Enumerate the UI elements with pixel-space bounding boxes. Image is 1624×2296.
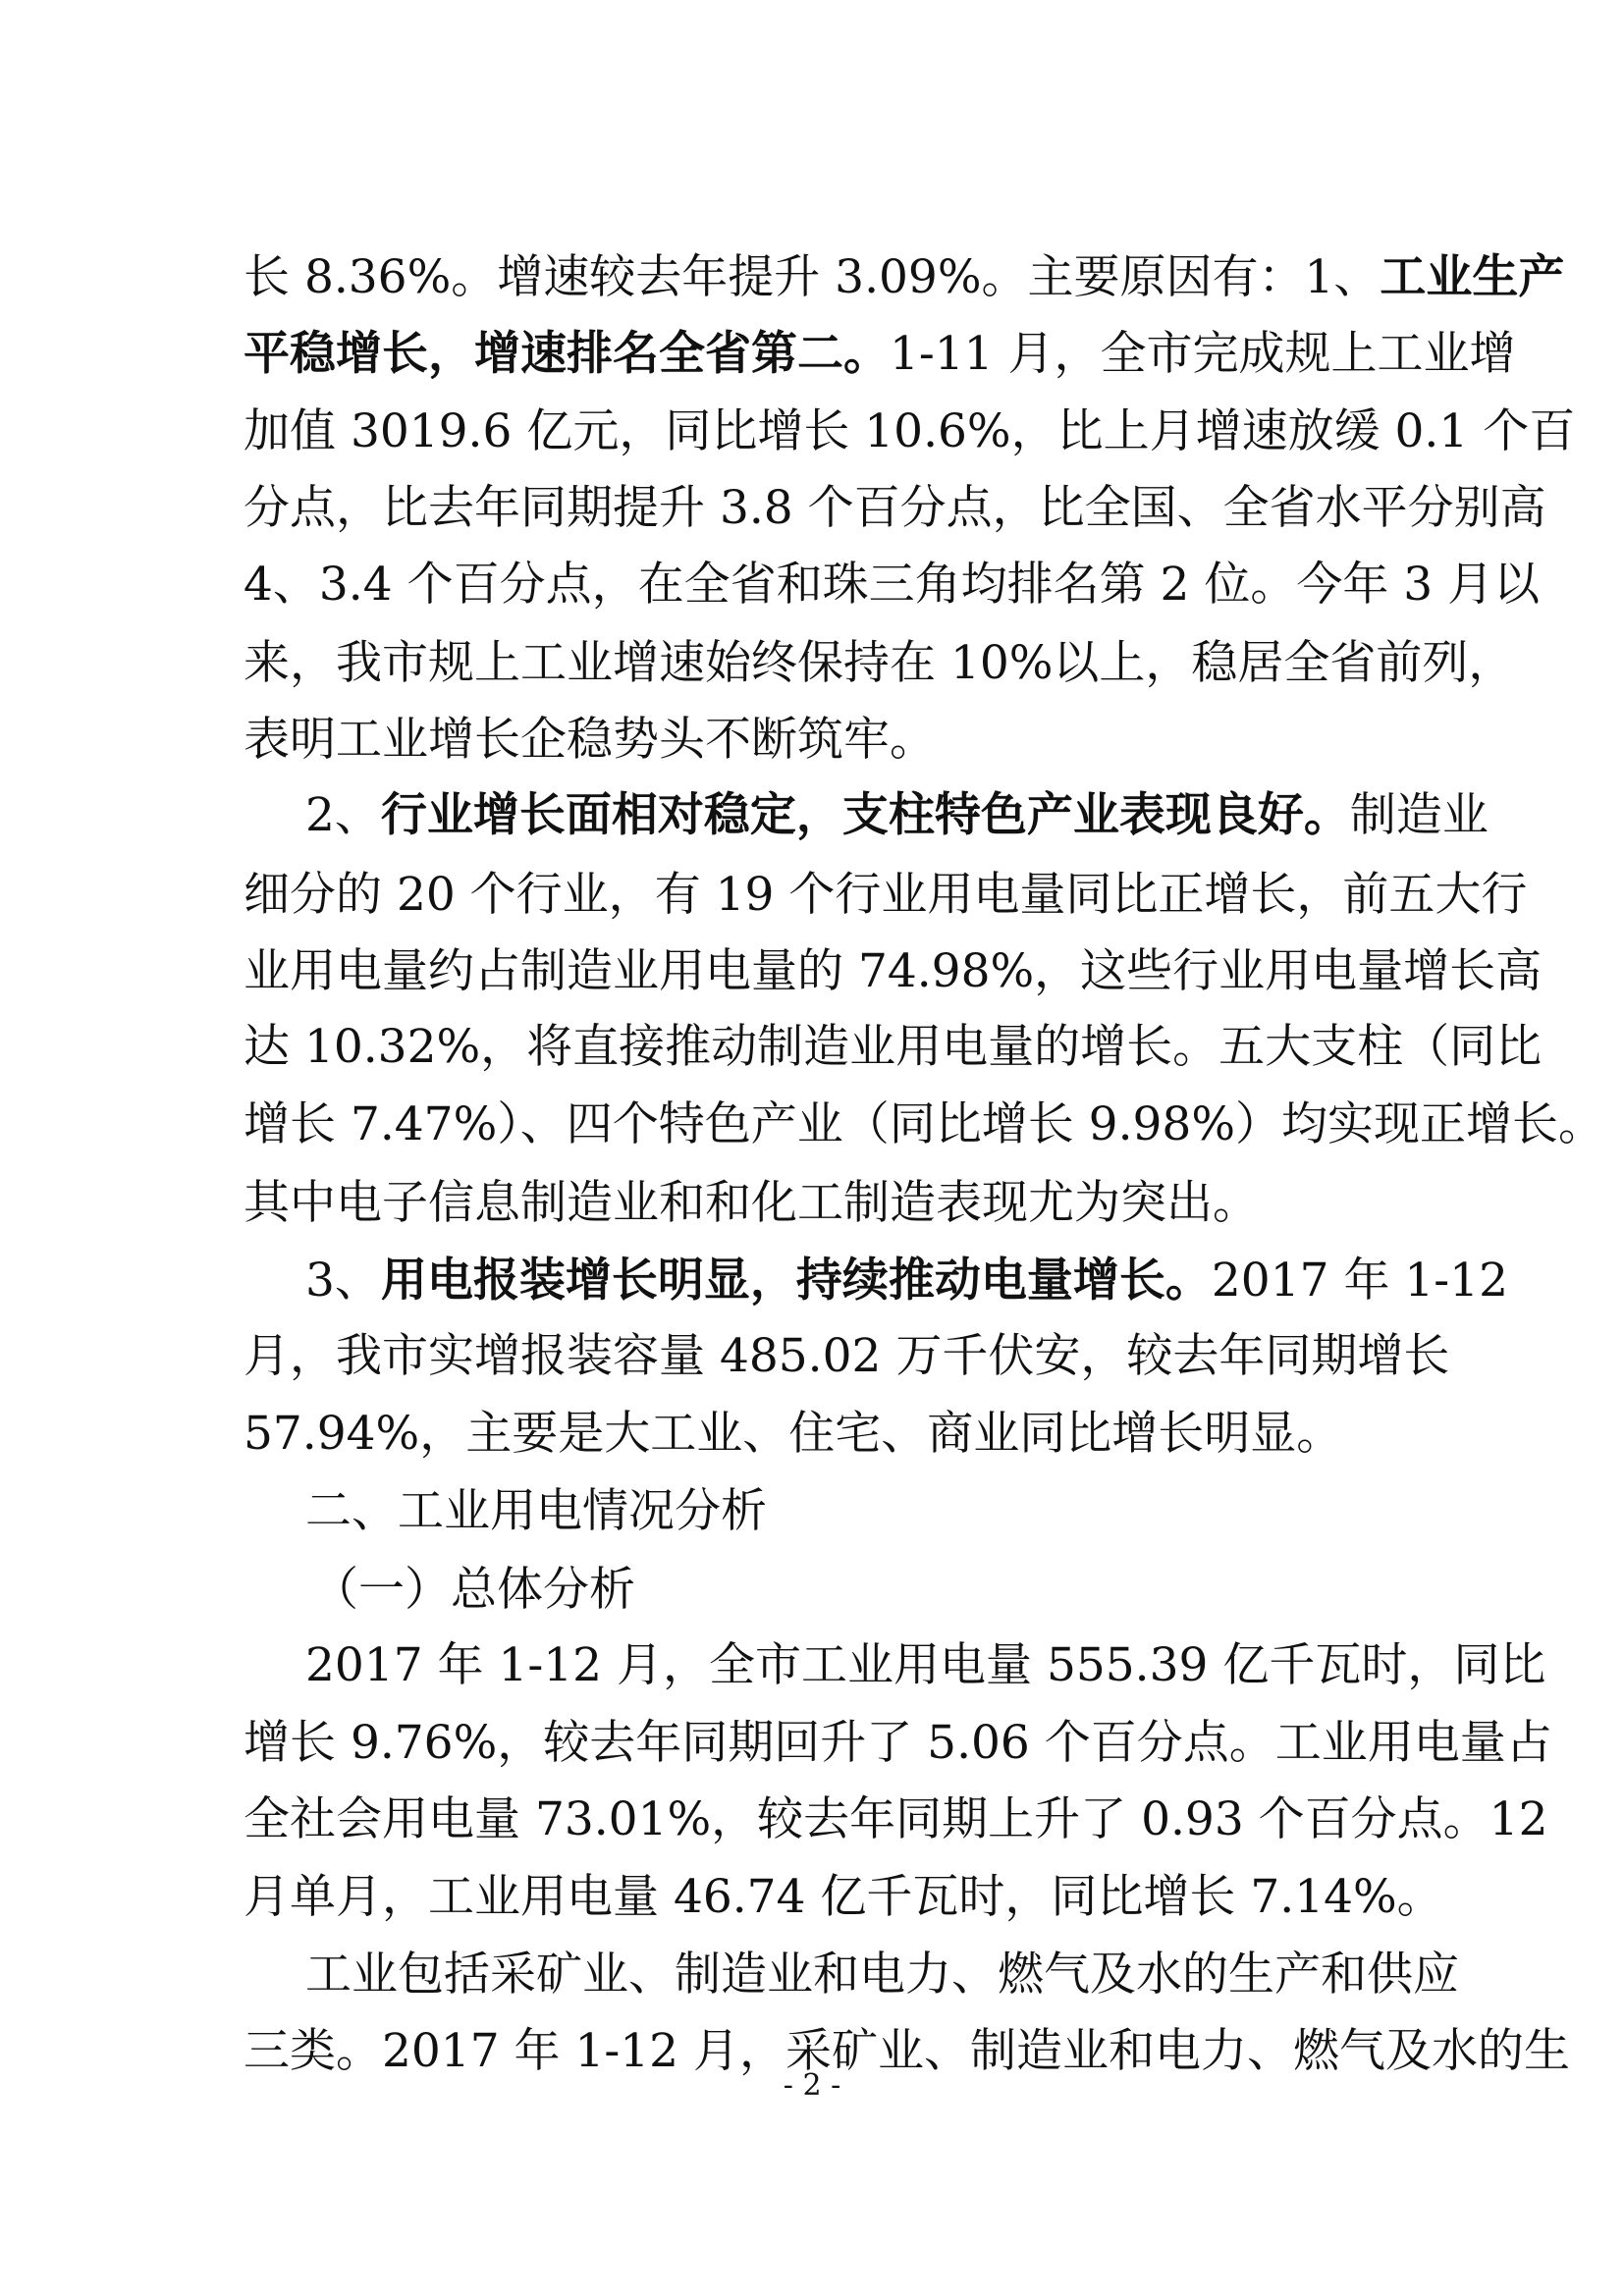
text-line bbox=[244, 705, 1418, 775]
text-segment: 2017 年 1-12 bbox=[1211, 1254, 1508, 1308]
text-line bbox=[244, 319, 1516, 390]
text-line bbox=[244, 550, 1541, 620]
text-line bbox=[244, 473, 1546, 544]
text-line bbox=[244, 628, 1515, 699]
text-segment: 三类。2017 年 1-12 月，采矿业、制造业和电力、燃气及水的生 bbox=[244, 2024, 1571, 2078]
bold-text-segment: 用电报装增长明显，持续推动电量增长。 bbox=[380, 1254, 1212, 1308]
text-segment: 工业包括采矿业、制造业和电力、燃气及水的生产和供应 bbox=[305, 1948, 1459, 2002]
text-segment: 表明工业增长企稳势头不断筑牢。 bbox=[244, 713, 936, 767]
text-line bbox=[244, 1168, 1418, 1239]
text-segment: 4、3.4 个百分点，在全省和珠三角均排名第 2 位。今年 3 月以 bbox=[244, 558, 1541, 612]
text-segment: 业用电量约占制造业用电量的 74.98%，这些行业用电量增长高 bbox=[244, 944, 1543, 998]
text-segment: 月单月，工业用电量 46.74 亿千瓦时，同比增长 7.14%。 bbox=[244, 1870, 1443, 1924]
text-line bbox=[244, 1862, 1443, 1933]
page-number: - 2 - bbox=[783, 2068, 841, 2103]
text-segment: 加值 3019.6 亿元，同比增长 10.6%，比上月增速放缓 0.1 个百 bbox=[244, 404, 1576, 458]
text-line bbox=[305, 780, 1489, 851]
text-segment: 2017 年 1-12 月，全市工业用电量 555.39 亿千瓦时，同比 bbox=[305, 1638, 1546, 1692]
text-line bbox=[305, 1940, 1459, 2010]
text-segment: 增长 7.47%）、四个特色产业（同比增长 9.98%）均实现正增长。 bbox=[244, 1097, 1604, 1151]
subsection-heading bbox=[312, 1555, 1418, 1626]
text-segment: 3、 bbox=[305, 1254, 381, 1308]
text-line bbox=[244, 1012, 1543, 1083]
bold-text-segment: 平稳增长，增速排名全省第二。 bbox=[244, 327, 890, 381]
text-segment: 其中电子信息制造业和和化工制造表现尤为突出。 bbox=[244, 1176, 1259, 1230]
text-line bbox=[244, 1785, 1548, 1855]
text-segment: 增长 9.76%，较去年同期回升了 5.06 个百分点。工业用电量占 bbox=[244, 1716, 1552, 1770]
text-segment: 月，我市实增报装容量 485.02 万千伏安，较去年同期增长 bbox=[244, 1329, 1450, 1383]
text-segment: 长 8.36%。增速较去年提升 3.09%。主要原因有：1、 bbox=[244, 250, 1380, 304]
text-line bbox=[244, 242, 1565, 313]
text-line bbox=[244, 1321, 1450, 1392]
text-line bbox=[305, 1630, 1546, 1701]
section-heading bbox=[305, 1476, 1418, 1547]
text-line bbox=[244, 1708, 1552, 1779]
bold-text-segment: 工业生产 bbox=[1380, 250, 1565, 304]
text-line bbox=[244, 1399, 1418, 1469]
text-segment: 制造业 bbox=[1349, 788, 1489, 842]
text-line bbox=[244, 860, 1528, 931]
text-segment: 全社会用电量 73.01%，较去年同期上升了 0.93 个百分点。12 bbox=[244, 1792, 1548, 1846]
text-segment: （一）总体分析 bbox=[312, 1563, 635, 1617]
text-segment: 二、工业用电情况分析 bbox=[305, 1484, 767, 1538]
text-segment: 57.94%，主要是大工业、住宅、商业同比增长明显。 bbox=[244, 1407, 1343, 1461]
text-line bbox=[244, 397, 1576, 467]
text-segment: 达 10.32%，将直接推动制造业用电量的增长。五大支柱（同比 bbox=[244, 1020, 1543, 1074]
bold-text-segment: 行业增长面相对稳定，支柱特色产业表现良好。 bbox=[380, 788, 1350, 842]
text-line bbox=[244, 1090, 1604, 1160]
text-segment: 2、 bbox=[305, 788, 381, 842]
text-segment: 来，我市规上工业增速始终保持在 10%以上，稳居全省前列， bbox=[244, 636, 1515, 690]
text-segment: 1-11 月，全市完成规上工业增 bbox=[890, 327, 1516, 381]
text-line bbox=[305, 1246, 1508, 1316]
text-segment: 细分的 20 个行业，有 19 个行业用电量同比正增长，前五大行 bbox=[244, 868, 1528, 922]
text-segment: 分点，比去年同期提升 3.8 个百分点，比全国、全省水平分别高 bbox=[244, 481, 1546, 535]
text-line bbox=[244, 936, 1543, 1007]
